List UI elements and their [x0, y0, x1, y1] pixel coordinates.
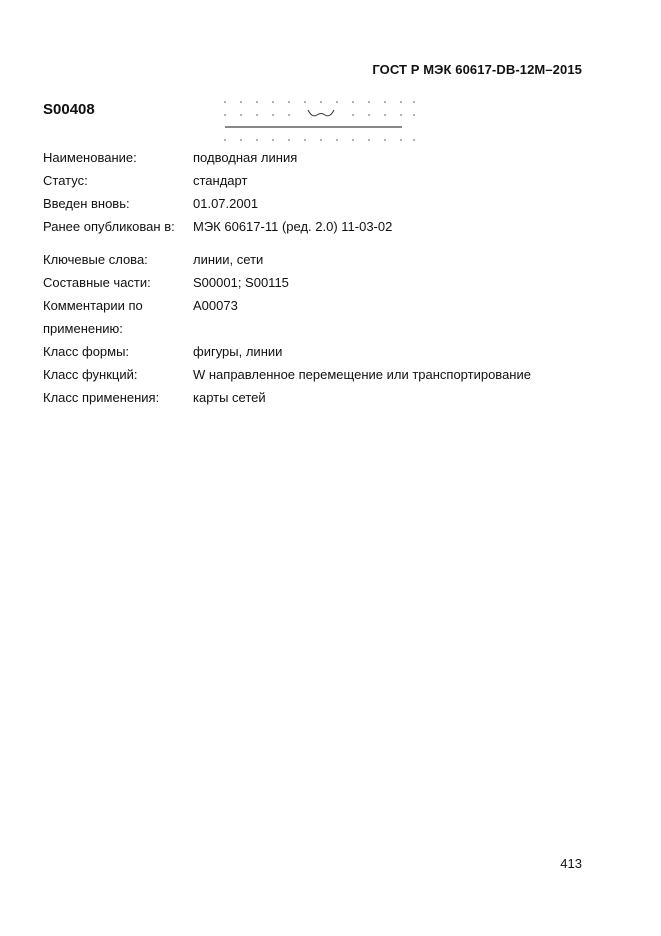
property-value: стандарт: [193, 173, 248, 188]
property-row-components: [43, 271, 531, 294]
property-label: Класс применения:: [43, 390, 160, 405]
grid-dots-bottom: [224, 139, 415, 141]
property-label: Наименование:: [43, 150, 137, 165]
property-row-shape-class: [43, 340, 531, 363]
property-label: Введен вновь:: [43, 196, 130, 211]
property-row-previously-published: [43, 215, 531, 238]
property-row-application-class: [43, 386, 531, 409]
symbol-graphic: [222, 97, 422, 145]
grid-dots-top: [224, 101, 415, 103]
property-value: МЭК 60617-11 (ред. 2.0) 11-03-02: [193, 219, 393, 234]
property-value: W направленное перемещение или транспортирование: [193, 367, 531, 382]
grid-dots-middle: [224, 114, 415, 116]
property-label: Комментарии по применению:: [43, 298, 143, 336]
property-row-status: [43, 169, 531, 192]
property-row-name: [43, 146, 531, 169]
property-label: Статус:: [43, 173, 88, 188]
property-value: S00001; S00115: [193, 275, 289, 290]
property-label: Класс формы:: [43, 344, 130, 359]
property-value: карты сетей: [193, 390, 266, 405]
property-row-keywords: [43, 248, 531, 271]
property-label: Ранее опубликован в:: [43, 219, 175, 234]
symbol-properties: [43, 146, 531, 409]
property-row-introduced: [43, 192, 531, 215]
property-label: Ключевые слова:: [43, 252, 148, 267]
document-standard-header: ГОСТ Р МЭК 60617-DB-12M–2015: [372, 62, 582, 77]
page-number: 413: [560, 856, 582, 871]
property-row-function-class: [43, 363, 531, 386]
property-label: Составные части:: [43, 275, 151, 290]
property-label: Класс функций:: [43, 367, 138, 382]
property-value: A00073: [193, 298, 238, 313]
property-value: 01.07.2001: [193, 196, 259, 211]
property-row-application-notes: [43, 294, 531, 340]
property-value: фигуры, линии: [193, 344, 283, 359]
property-value: линии, сети: [193, 252, 264, 267]
submarine-wave-mark: [308, 110, 334, 116]
property-value: подводная линия: [193, 150, 298, 165]
symbol-id: S00408: [43, 101, 95, 118]
